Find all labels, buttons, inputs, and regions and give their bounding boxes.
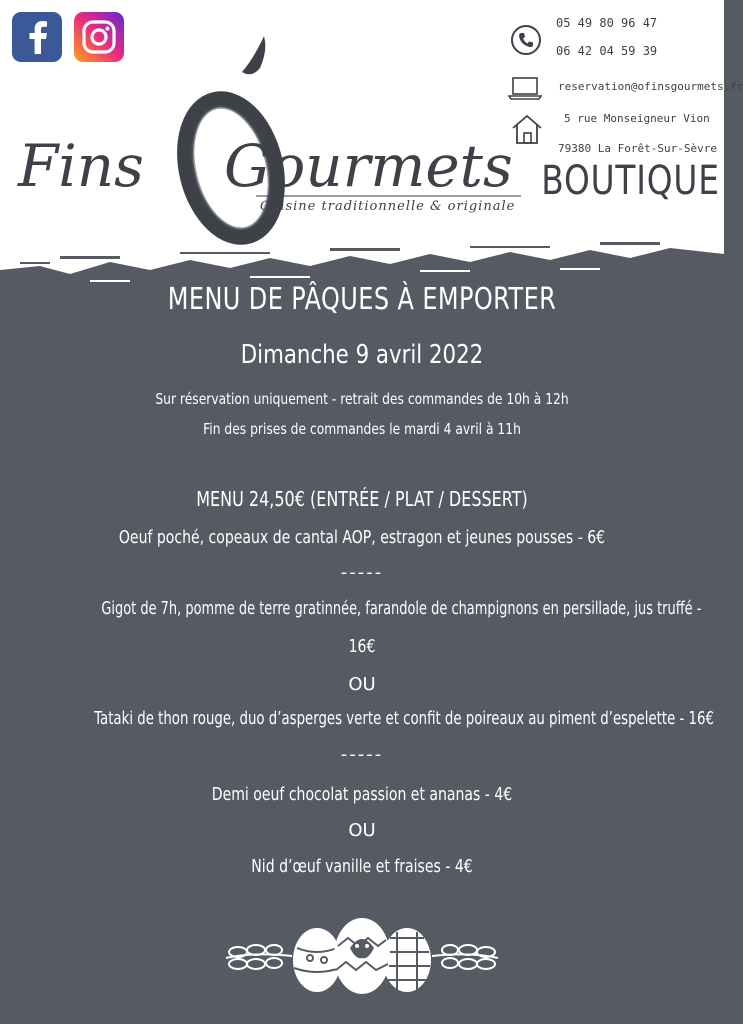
dessert-item-1: Demi oeuf chocolat passion et ananas - 4€ bbox=[211, 784, 513, 805]
or-label-1: OU bbox=[348, 674, 376, 695]
main-item-1-line-1: Gigot de 7h, pomme de terre gratinnée, farandole de champignons en persillade, jus truffé - bbox=[101, 598, 702, 619]
phone-icon bbox=[510, 24, 542, 56]
or-label-2: OU bbox=[348, 820, 376, 841]
boutique-label: BOUTIQUE bbox=[541, 158, 720, 204]
easter-eggs-icon bbox=[222, 908, 502, 998]
dessert-item-2: Nid d’œuf vanille et fraises - 4€ bbox=[251, 856, 473, 877]
brand-tagline: Cuisine traditionnelle & originale bbox=[260, 199, 516, 214]
separator-1: ----- bbox=[340, 562, 384, 583]
fins-gourmets-logo bbox=[16, 28, 536, 248]
brand-name-part1: Fins bbox=[18, 132, 144, 200]
menu-date: Dimanche 9 avril 2022 bbox=[240, 340, 484, 370]
separator-2: ----- bbox=[340, 744, 384, 765]
main-item-2: Tataki de thon rouge, duo d’asperges verte et confit de poireaux au piment d’espelette - 16€ bbox=[94, 708, 714, 729]
address-line-1: 5 rue Monseigneur Vion bbox=[564, 112, 710, 125]
starter-item: Oeuf poché, copeaux de cantal AOP, estragon et jeunes pousses - 6€ bbox=[118, 527, 606, 548]
menu-formula: MENU 24,50€ (ENTRÉE / PLAT / DESSERT) bbox=[196, 487, 528, 511]
phone-number-2[interactable]: 06 42 04 59 39 bbox=[556, 44, 658, 58]
email-link[interactable]: reservation@ofinsgourmets.fr bbox=[558, 80, 743, 93]
phone-number-1[interactable]: 05 49 80 96 47 bbox=[556, 16, 658, 30]
home-icon bbox=[510, 112, 544, 146]
brand-name-part2: Gourmets bbox=[224, 132, 513, 200]
laptop-icon bbox=[508, 76, 542, 100]
main-item-1-line-2: 16€ bbox=[348, 636, 376, 657]
contact-block bbox=[508, 10, 743, 180]
reservation-info: Sur réservation uniquement - retrait des commandes de 10h à 12h bbox=[155, 390, 569, 408]
menu-title: MENU DE PÂQUES À EMPORTER bbox=[167, 282, 557, 317]
address-line-2: 79380 La Forêt-Sur-Sèvre bbox=[558, 142, 717, 155]
order-deadline: Fin des prises de commandes le mardi 4 avril à 11h bbox=[203, 420, 521, 438]
